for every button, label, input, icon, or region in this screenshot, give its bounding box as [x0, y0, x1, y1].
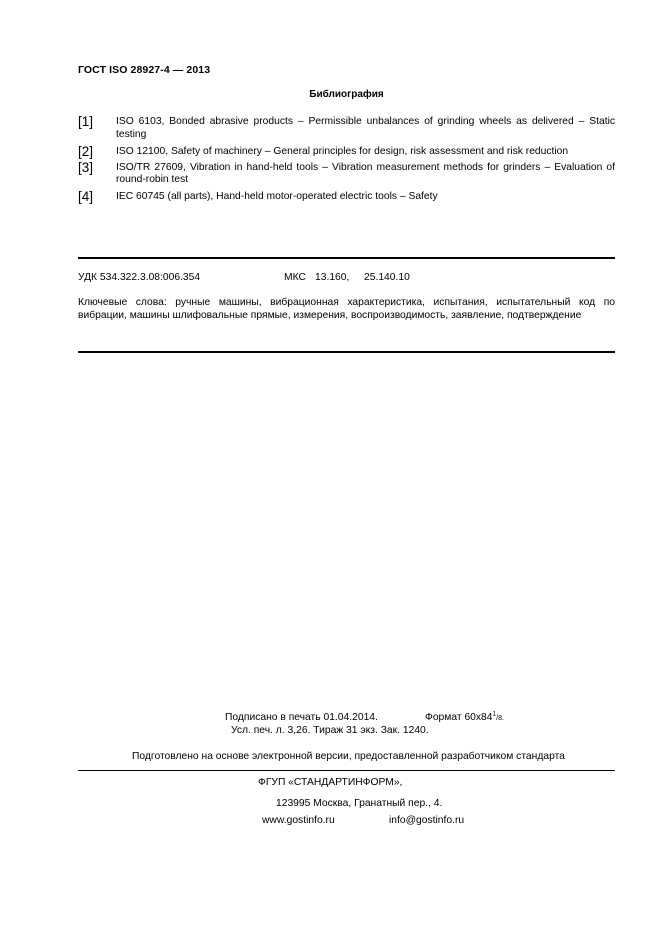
publisher-address: 123995 Москва, Гранатный пер., 4. [276, 798, 443, 809]
entry-number: [1] [78, 114, 94, 129]
entry-number: [4] [78, 188, 94, 204]
format-fraction-num: 1 [492, 710, 497, 718]
bottom-divider [78, 351, 615, 353]
entry-text: ISO 12100, Safety of machinery – General principles for design, risk assessment and risk reduction [116, 146, 569, 157]
bibliography-entry [78, 115, 615, 141]
entry-number: [2] [78, 144, 94, 159]
signed-date: Подписано в печать 01.04.2014. [225, 712, 378, 723]
mks-code: 13.160, [315, 272, 350, 283]
entry-text: IEC 60745 (all parts), Hand-held motor-operated electric tools – Safety [116, 190, 438, 202]
mks-code: 25.140.10 [364, 272, 410, 283]
format-fraction-den: /8. [496, 715, 504, 722]
entry-text: ISO/TR 27609, Vibration in hand-held tools – Vibration measurement methods for grinders – Evaluation of round-robin test [116, 161, 615, 185]
top-divider [78, 257, 615, 259]
udk-code: УДК 534.322.3.08:006.354 [78, 272, 201, 283]
entry-number: [3] [78, 159, 94, 175]
bibliography-list [78, 115, 615, 203]
publisher-name: ФГУП «СТАНДАРТИНФОРМ», [258, 777, 403, 788]
print-info: Усл. печ. л. 3,26. Тираж 31 экз. Зак. 1240. [231, 725, 429, 736]
entry-text: ISO 6103, Bonded abrasive products – Permissible unbalances of grinding wheels as delivered – Static testing [116, 116, 615, 140]
format-label: Формат 60х84 [425, 712, 493, 723]
publisher-divider [78, 770, 615, 771]
publisher-website[interactable]: www.gostinfo.ru [262, 815, 335, 826]
mks-label: МКС [284, 272, 306, 283]
publisher-email[interactable]: info@gostinfo.ru [389, 815, 465, 826]
prepared-note: Подготовлено на основе электронной версии, предоставленной разработчиком стандарта [132, 751, 565, 762]
paper-format [425, 712, 504, 723]
bibliography-entry [78, 190, 615, 204]
document-code: ГОСТ ISO 28927-4 — 2013 [78, 64, 211, 76]
bibliography-entry [78, 145, 615, 159]
bibliography-title: Библиография [309, 89, 384, 100]
keywords-paragraph: Ключевые слова: ручные машины, вибрационная характеристика, испытания, испытательный код по вибрации, машины шлифовальные прямые, измерения, воспроизводимость, заявление, подтверждение [78, 297, 615, 321]
bibliography-entry [78, 161, 615, 187]
